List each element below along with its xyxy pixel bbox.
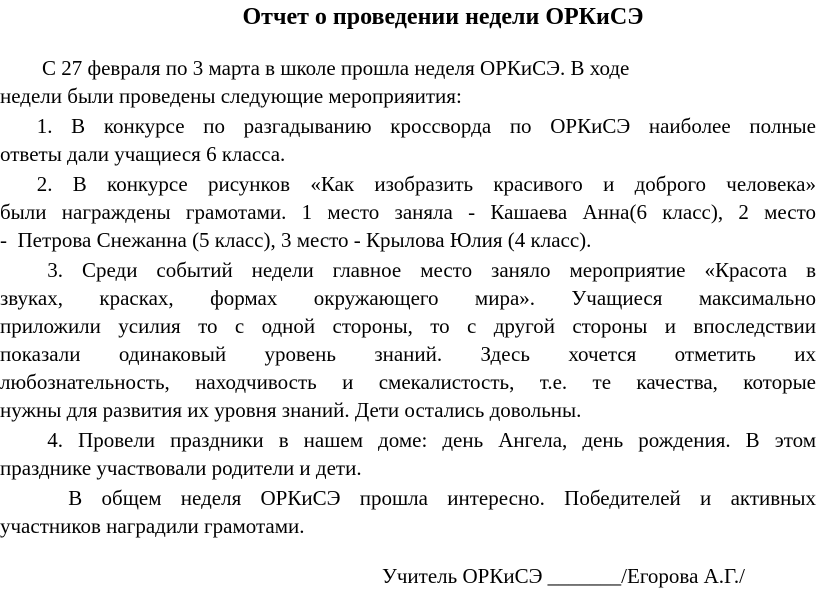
text-line: любознательность, находчивость и смекалистость, т.е. те качества, которые [0, 370, 816, 394]
text-line: звуках, красках, формах окружающего мира». Учащиеся максимально [0, 286, 816, 310]
text-line: ответы дали учащиеся 6 класса. [0, 142, 286, 166]
text-line: 2. В конкурсе рисунков «Как изобразить красивого и доброго человека» [36, 172, 816, 196]
text-line: недели были проведены следующие мероприяития: [0, 84, 462, 108]
text-line: В общем неделя ОРКиСЭ прошла интересно. Победителей и активных [68, 486, 816, 510]
text-line: С 27 февраля по 3 марта в школе прошла неделя ОРКиСЭ. В ходе [0, 56, 630, 80]
text-line: 1. В конкурсе по разгадыванию кроссворда по ОРКиСЭ наиболее полные [36, 114, 816, 138]
document-title: Отчет о проведении недели ОРКиСЭ [242, 4, 644, 30]
text-line: приложили усилия то с одной стороны, то с другой стороны и впоследствии [0, 314, 816, 338]
text-line: 4. Провели праздники в нашем доме: день Ангела, день рождения. В этом [47, 428, 816, 452]
text-line: показали одинаковый уровень знаний. Здесь хочется отметить их [0, 342, 816, 366]
text-line: празднике участвовали родители и дети. [0, 456, 362, 480]
text-line: - Петрова Снежанна (5 класс), 3 место - Крылова Юлия (4 класс). [0, 228, 592, 252]
signature-line: Учитель ОРКиСЭ _______/Егорова А.Г./ [382, 564, 745, 588]
text-line: нужны для развития их уровня знаний. Дети остались довольны. [0, 398, 582, 422]
text-line: были награждены грамотами. 1 место заняла - Кашаева Анна(6 класс), 2 место [0, 200, 816, 224]
text-line: 3. Среди событий недели главное место заняло мероприятие «Красота в [47, 258, 816, 282]
text-line: участников наградили грамотами. [0, 514, 305, 538]
